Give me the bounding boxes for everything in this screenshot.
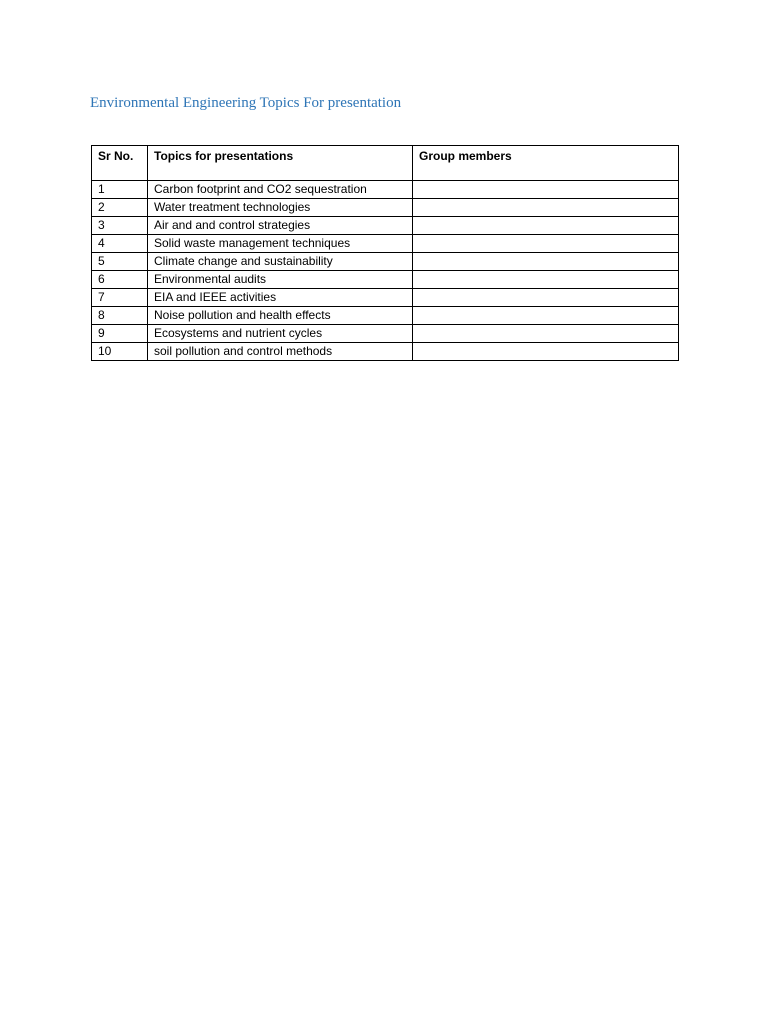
group-members-cell[interactable]	[413, 181, 679, 199]
document-title: Environmental Engineering Topics For presentation	[90, 95, 402, 111]
topic-cell: soil pollution and control methods	[148, 343, 413, 361]
group-members-cell[interactable]	[413, 289, 679, 307]
sr-no-cell: 9	[92, 325, 148, 343]
header-sr-no: Sr No.	[92, 146, 148, 181]
sr-no-cell: 7	[92, 289, 148, 307]
topic-cell: Solid waste management techniques	[148, 235, 413, 253]
table-row	[92, 307, 679, 325]
table-row	[92, 253, 679, 271]
table-row	[92, 343, 679, 361]
sr-no-cell: 2	[92, 199, 148, 217]
group-members-cell[interactable]	[413, 235, 679, 253]
table-row	[92, 325, 679, 343]
group-members-cell[interactable]	[413, 199, 679, 217]
group-members-cell[interactable]	[413, 307, 679, 325]
group-members-cell[interactable]	[413, 217, 679, 235]
table-row	[92, 271, 679, 289]
group-members-cell[interactable]	[413, 253, 679, 271]
table-row	[92, 181, 679, 199]
group-members-cell[interactable]	[413, 271, 679, 289]
sr-no-cell: 8	[92, 307, 148, 325]
sr-no-cell: 1	[92, 181, 148, 199]
sr-no-cell: 4	[92, 235, 148, 253]
table-row	[92, 199, 679, 217]
topic-cell: Noise pollution and health effects	[148, 307, 413, 325]
sr-no-cell: 6	[92, 271, 148, 289]
topic-cell: Carbon footprint and CO2 sequestration	[148, 181, 413, 199]
topic-cell: Ecosystems and nutrient cycles	[148, 325, 413, 343]
table-header-row	[92, 146, 679, 181]
header-group-members: Group members	[413, 146, 679, 181]
topic-cell: Air and and control strategies	[148, 217, 413, 235]
topic-cell: Water treatment technologies	[148, 199, 413, 217]
table-row	[92, 217, 679, 235]
sr-no-cell: 10	[92, 343, 148, 361]
table-row	[92, 235, 679, 253]
sr-no-cell: 3	[92, 217, 148, 235]
header-topics: Topics for presentations	[148, 146, 413, 181]
sr-no-cell: 5	[92, 253, 148, 271]
topics-table	[91, 145, 679, 361]
table-row	[92, 289, 679, 307]
topic-cell: Climate change and sustainability	[148, 253, 413, 271]
topic-cell: Environmental audits	[148, 271, 413, 289]
topic-cell: EIA and IEEE activities	[148, 289, 413, 307]
group-members-cell[interactable]	[413, 325, 679, 343]
group-members-cell[interactable]	[413, 343, 679, 361]
